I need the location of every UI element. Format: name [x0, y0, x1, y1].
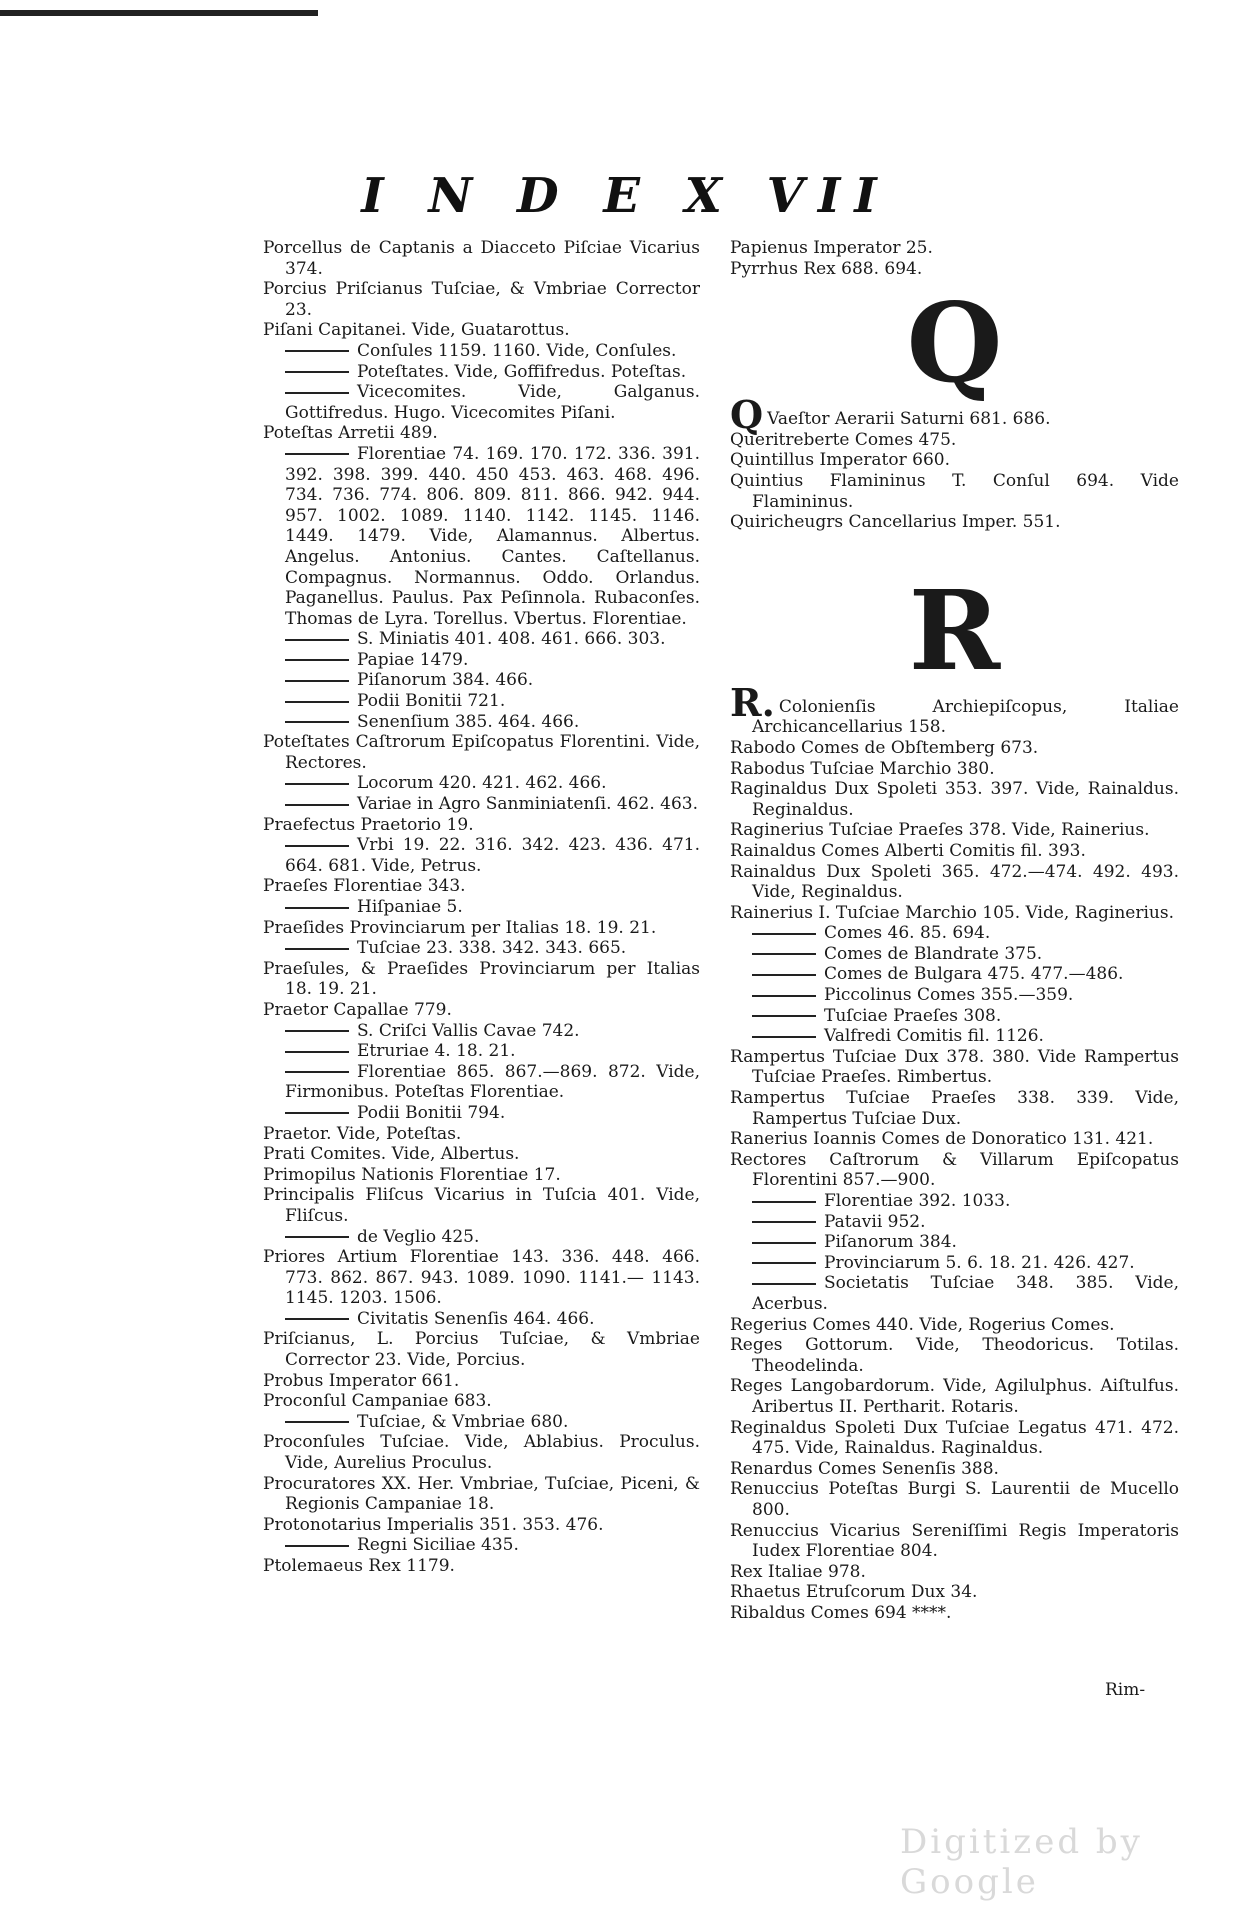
entry-text: Podii Bonitii 794.: [357, 1102, 506, 1123]
index-entry: [263, 794, 700, 815]
index-entry: [263, 1103, 700, 1124]
entry-text: Reges Gottorum. Vide, Theodoricus. Totilas. Theodelinda.: [730, 1335, 1179, 1376]
ditto-dash: [285, 1112, 349, 1114]
index-entry: [730, 1562, 1179, 1583]
index-entry: [730, 759, 1179, 780]
index-entry: [263, 1391, 700, 1412]
entry-text: Hiſpaniae 5.: [357, 897, 463, 917]
entry-text: Quintillus Imperator 660.: [730, 450, 950, 471]
right-column: [730, 238, 1179, 1623]
entry-text: Rampertus Tuſciae Praeſes 338. 339. Vide, Rampertus Tuſciae Dux.: [730, 1088, 1179, 1129]
entry-text: Reges Langobardorum. Vide, Agilulphus. Aiſtulfus. Aribertus II. Pertharit. Rotaris.: [730, 1376, 1179, 1417]
index-entry: [730, 1253, 1179, 1274]
ditto-dash: [752, 953, 816, 955]
index-entry: [263, 1041, 700, 1062]
index-entry: [263, 835, 700, 876]
entry-text: Papiae 1479.: [357, 649, 469, 670]
index-entry: [263, 650, 700, 671]
index-entry: [263, 712, 700, 733]
index-entry: [730, 1150, 1179, 1191]
entry-text: Rainerius I. Tuſciae Marchio 105. Vide, Raginerius.: [730, 902, 1175, 923]
entry-text: Piſanorum 384.: [824, 1232, 957, 1253]
entry-text: Etruriae 4. 18. 21.: [357, 1041, 516, 1062]
entry-text: Locorum 420. 421. 462. 466.: [357, 773, 607, 794]
index-entry: [263, 876, 700, 897]
index-page: [263, 238, 1179, 1718]
index-entry: [263, 732, 700, 773]
ditto-dash: [285, 845, 349, 847]
index-entry: [730, 471, 1179, 512]
entry-text: Comes 46. 85. 694.: [824, 923, 991, 944]
index-entry: [263, 1144, 700, 1165]
index-entry: [263, 1185, 700, 1226]
entry-text: Rabodo Comes de Obſtemberg 673.: [730, 737, 1039, 758]
entry-text: Praeſides Provinciarum per Italias 18. 19. 21.: [263, 917, 657, 938]
ditto-dash: [752, 1221, 816, 1223]
index-entry: [730, 862, 1179, 903]
ditto-dash: [285, 639, 349, 641]
index-entry: [730, 1273, 1179, 1314]
entry-text: Probus Imperator 661.: [263, 1370, 460, 1391]
entry-text: Priſcianus, L. Porcius Tuſciae, & Vmbriae Corrector 23. Vide, Porcius.: [263, 1329, 700, 1371]
index-entry: [263, 670, 700, 691]
index-entry: [263, 238, 700, 279]
entry-text: Procuratores XX. Her. Vmbriae, Tuſciae, Piceni, & Regionis Campaniae 18.: [263, 1473, 700, 1515]
index-entry: [263, 362, 700, 383]
ditto-dash: [285, 701, 349, 703]
entry-text: Tuſciae, & Vmbriae 680.: [357, 1411, 569, 1432]
ditto-dash: [285, 907, 349, 909]
index-entry: [730, 1191, 1179, 1212]
index-entry: [730, 1459, 1179, 1480]
index-entry: [263, 629, 700, 650]
entry-text: Valfredi Comitis fil. 1126.: [824, 1026, 1044, 1047]
entry-text: Rainaldus Dux Spoleti 365. 472.—474. 492. 493. Vide, Reginaldus.: [730, 861, 1179, 903]
entry-text: Renuccius Poteſtas Burgi S. Laurentii de Mucello 800.: [730, 1479, 1179, 1520]
index-entry: [730, 985, 1179, 1006]
entry-text: Rectores Caſtrorum & Villarum Epiſcopatus Florentini 857.—900.: [730, 1149, 1179, 1191]
entry-text: Praeſules, & Praeſides Provinciarum per Italias 18. 19. 21.: [263, 958, 700, 1000]
r-entries: [730, 679, 1179, 1624]
index-entry: [730, 923, 1179, 944]
index-entry: [730, 1335, 1179, 1376]
index-entry: [263, 1556, 700, 1577]
index-entry: [730, 779, 1179, 820]
index-entry: [263, 1309, 700, 1330]
entry-text: Regni Siciliae 435.: [357, 1535, 519, 1556]
entry-text: Ptolemaeus Rex 1179.: [263, 1556, 455, 1576]
entry-text: Reginaldus Spoleti Dux Tuſciae Legatus 471. 472. 475. Vide, Rainaldus. Raginaldus.: [730, 1417, 1179, 1459]
entry-text: Florentiae 392. 1033.: [824, 1191, 1011, 1211]
entry-text: Regerius Comes 440. Vide, Rogerius Comes.: [730, 1314, 1115, 1335]
entry-text: Vicecomites. Vide, Galganus. Gottifredus. Hugo. Vicecomites Piſani.: [285, 382, 700, 423]
entry-text: Rainaldus Comes Alberti Comitis fil. 393.: [730, 840, 1086, 861]
entry-text: Patavii 952.: [824, 1211, 926, 1232]
entry-text: Vrbi 19. 22. 316. 342. 423. 436. 471. 664. 681. Vide, Petrus.: [285, 835, 700, 876]
entry-text: Papienus Imperator 25.: [730, 238, 933, 258]
index-entry: [730, 1212, 1179, 1233]
index-entry: [730, 903, 1179, 924]
index-entry: [263, 918, 700, 939]
index-entry: [263, 1124, 700, 1145]
ditto-dash: [285, 392, 349, 394]
ditto-dash: [285, 1236, 349, 1238]
index-entry: [263, 1062, 700, 1103]
entry-text: Rabodus Tuſciae Marchio 380.: [730, 758, 995, 779]
ditto-dash: [285, 371, 349, 373]
index-entry: [730, 512, 1179, 533]
index-entry: [263, 279, 700, 320]
page-title: I N D E X VII: [361, 168, 891, 224]
entry-text: Renardus Comes Senenſis 388.: [730, 1458, 999, 1479]
index-entry: [730, 1376, 1179, 1417]
index-entry: [263, 959, 700, 1000]
entry-text: Poteſtas Arretii 489.: [263, 423, 438, 444]
entry-text: Quiricheugrs Cancellarius Imper. 551.: [730, 512, 1061, 533]
index-entry: [730, 679, 1179, 738]
entry-text: Florentiae 865. 867.—869. 872. Vide, Firmonibus. Poteſtas Florentiae.: [285, 1061, 700, 1103]
entry-text: Podii Bonitii 721.: [357, 691, 506, 712]
ditto-dash: [285, 1071, 349, 1073]
index-entry: [730, 738, 1179, 759]
entry-text: Proconſules Tuſciae. Vide, Ablabius. Proculus. Vide, Aurelius Proculus.: [263, 1432, 700, 1474]
section-letter-r: R: [908, 565, 1001, 695]
index-entry: [263, 382, 700, 423]
index-entry: [263, 1227, 700, 1248]
ditto-dash: [752, 933, 816, 935]
index-entry: [730, 1479, 1179, 1520]
entry-text: Renuccius Vicarius Sereniſſimi Regis Imperatoris Iudex Florentiae 804.: [730, 1520, 1179, 1562]
entry-text: Praetor. Vide, Poteſtas.: [263, 1123, 462, 1144]
entry-text: Praeſes Florentiae 343.: [263, 876, 466, 897]
index-entry: [263, 1021, 700, 1042]
index-entry: [263, 1165, 700, 1186]
index-entry: [263, 1000, 700, 1021]
index-entry: [730, 1006, 1179, 1027]
entry-text: Colonienſis Archiepiſcopus, Italiae Archicancellarius 158.: [752, 696, 1179, 738]
index-entry: [730, 944, 1179, 965]
index-entry: [730, 1418, 1179, 1459]
entry-text: de Veglio 425.: [357, 1226, 480, 1247]
entry-text: Priores Artium Florentiae 143. 336. 448. 466. 773. 862. 867. 943. 1089. 1090. 1141.— 1143. 1145. 1203. 1506.: [263, 1247, 700, 1309]
entry-text: Piccolinus Comes 355.—359.: [824, 985, 1074, 1006]
index-entry: [263, 1535, 700, 1556]
ditto-dash: [285, 1545, 349, 1547]
ditto-dash: [752, 1036, 816, 1038]
top-rule: [0, 10, 318, 16]
entry-text: Poteſtates. Vide, Goffifredus. Poteſtas.: [357, 361, 687, 382]
entry-text: Senenſium 385. 464. 466.: [357, 711, 580, 732]
entry-text: Raginaldus Dux Spoleti 353. 397. Vide, Rainaldus. Reginaldus.: [730, 779, 1179, 820]
index-entry: [263, 1247, 700, 1309]
index-entry: [730, 238, 1179, 259]
ditto-dash: [285, 1318, 349, 1320]
ditto-dash: [285, 948, 349, 950]
entry-text: Rhaetus Etruſcorum Dux 34.: [730, 1582, 978, 1603]
ditto-dash: [285, 453, 349, 455]
entry-text: Poteſtates Caſtrorum Epiſcopatus Florentini. Vide, Rectores.: [263, 732, 700, 773]
entry-text: Protonotarius Imperialis 351. 353. 476.: [263, 1514, 604, 1535]
index-entry: [730, 1129, 1179, 1150]
ditto-dash: [285, 1051, 349, 1053]
index-entry: [730, 450, 1179, 471]
ditto-dash: [752, 1201, 816, 1203]
index-entry: [263, 1474, 700, 1515]
entry-text: Primopilus Nationis Florentiae 17.: [263, 1164, 561, 1185]
entry-text: Praefectus Praetorio 19.: [263, 814, 474, 835]
index-entry: [730, 841, 1179, 862]
index-entry: [730, 259, 1179, 280]
index-entry: [263, 341, 700, 362]
entry-text: Provinciarum 5. 6. 18. 21. 426. 427.: [824, 1252, 1135, 1273]
entry-text: Civitatis Senenſis 464. 466.: [357, 1308, 595, 1329]
ditto-dash: [285, 350, 349, 352]
index-entry: [263, 1432, 700, 1473]
entry-text: Porcellus de Captanis a Diacceto Piſciae Vicarius 374.: [263, 238, 700, 279]
entry-text: Ranerius Ioannis Comes de Donoratico 131. 421.: [730, 1129, 1154, 1150]
entry-text: Queritreberte Comes 475.: [730, 429, 957, 450]
entry-text: Proconſul Campaniae 683.: [263, 1391, 492, 1412]
entry-text: Vaeſtor Aerarii Saturni 681. 686.: [767, 409, 1051, 430]
ditto-dash: [285, 804, 349, 806]
index-entry: [730, 1603, 1179, 1624]
ditto-dash: [752, 1242, 816, 1244]
ditto-dash: [752, 995, 816, 997]
index-entry: [263, 423, 700, 444]
index-entry: [730, 1315, 1179, 1336]
index-entry: [730, 1026, 1179, 1047]
index-entry: [730, 1047, 1179, 1088]
index-entry: [263, 320, 700, 341]
ditto-dash: [285, 1030, 349, 1032]
index-entry: [730, 1521, 1179, 1562]
entry-text: Praetor Capallae 779.: [263, 999, 452, 1020]
index-entry: [730, 1582, 1179, 1603]
entry-text: Rampertus Tuſciae Dux 378. 380. Vide Rampertus Tuſciae Praeſes. Rimbertus.: [730, 1046, 1179, 1088]
index-entry: [730, 1232, 1179, 1253]
left-column: [263, 238, 700, 1577]
ditto-dash: [285, 1421, 349, 1423]
entry-text: S. Miniatis 401. 408. 461. 666. 303.: [357, 629, 666, 650]
index-entry: [263, 938, 700, 959]
entry-text: S. Criſci Vallis Cavae 742.: [357, 1020, 580, 1041]
entry-text: Quintius Flamininus T. Conſul 694. Vide Flamininus.: [730, 470, 1179, 512]
entry-text: Pyrrhus Rex 688. 694.: [730, 258, 923, 279]
ditto-dash: [285, 680, 349, 682]
index-entry: [263, 815, 700, 836]
index-entry: [263, 444, 700, 629]
index-entry: [263, 897, 700, 918]
entry-text: Prati Comites. Vide, Albertus.: [263, 1144, 520, 1165]
ditto-dash: [752, 974, 816, 976]
entry-text: Tuſciae Praeſes 308.: [824, 1005, 1002, 1026]
entry-text: Variae in Agro Sanminiatenſi. 462. 463.: [357, 794, 699, 815]
entry-text: Societatis Tuſciae 348. 385. Vide, Acerbus.: [752, 1273, 1179, 1314]
ditto-dash: [752, 1283, 816, 1285]
ditto-dash: [285, 721, 349, 723]
ditto-dash: [285, 783, 349, 785]
entry-text: Florentiae 74. 169. 170. 172. 336. 391. 392. 398. 399. 440. 450 453. 463. 468. 496. 734. 736. 774. 806. 809. 811. 866. 942. 944. 957. 1002. 1089. 1140. 1142. 1145. 1146. 1449. 1479. Vide, Alamannus. Albertus. Angelus. Antonius. Cantes. Caſtellanus. Compagnus. Normannus. Oddo. Orlandus. Paganellus. Paulus. Pax Peſinnola. Rubaconſes. Thomas de Lyra. Torellus. Vbertus. Florentiae.: [285, 443, 700, 629]
ditto-dash: [752, 1262, 816, 1264]
index-entry: [263, 1412, 700, 1433]
entry-text: Tuſciae 23. 338. 342. 343. 665.: [357, 938, 627, 959]
index-entry: [730, 430, 1179, 451]
index-entry: [263, 1515, 700, 1536]
entry-text: Comes de Blandrate 375.: [824, 943, 1043, 964]
index-entry: [730, 1088, 1179, 1129]
lead-initial: Q: [730, 392, 764, 438]
ditto-dash: [285, 659, 349, 661]
q-entries: [730, 392, 1179, 533]
entry-text: Porcius Priſcianus Tuſciae, & Vmbriae Corrector 23.: [263, 279, 700, 320]
lead-initial: R.: [730, 679, 775, 725]
entry-text: Comes de Bulgara 475. 477.—486.: [824, 964, 1124, 985]
right-top-entries: [730, 238, 1179, 279]
digitization-watermark: Digitized by Google: [900, 1822, 1143, 1902]
index-entry: [263, 1329, 700, 1370]
index-entry: [263, 1371, 700, 1392]
entry-text: Rex Italiae 978.: [730, 1561, 866, 1582]
index-entry: [263, 773, 700, 794]
catchword: Rim-: [1105, 1680, 1146, 1700]
entry-text: Raginerius Tuſciae Praeſes 378. Vide, Rainerius.: [730, 820, 1150, 841]
entry-text: Piſani Capitanei. Vide, Guatarottus.: [263, 320, 570, 341]
entry-text: Principalis Fliſcus Vicarius in Tuſcia 401. Vide, Fliſcus.: [263, 1185, 700, 1226]
index-entry: [730, 964, 1179, 985]
index-entry: [730, 392, 1179, 438]
index-entry: [263, 691, 700, 712]
ditto-dash: [752, 1015, 816, 1017]
entry-text: Conſules 1159. 1160. Vide, Conſules.: [357, 340, 677, 361]
entry-text: Ribaldus Comes 694 ****.: [730, 1602, 952, 1623]
entry-text: Piſanorum 384. 466.: [357, 670, 534, 691]
index-entry: [730, 820, 1179, 841]
section-letter-q: Q: [906, 278, 1003, 408]
